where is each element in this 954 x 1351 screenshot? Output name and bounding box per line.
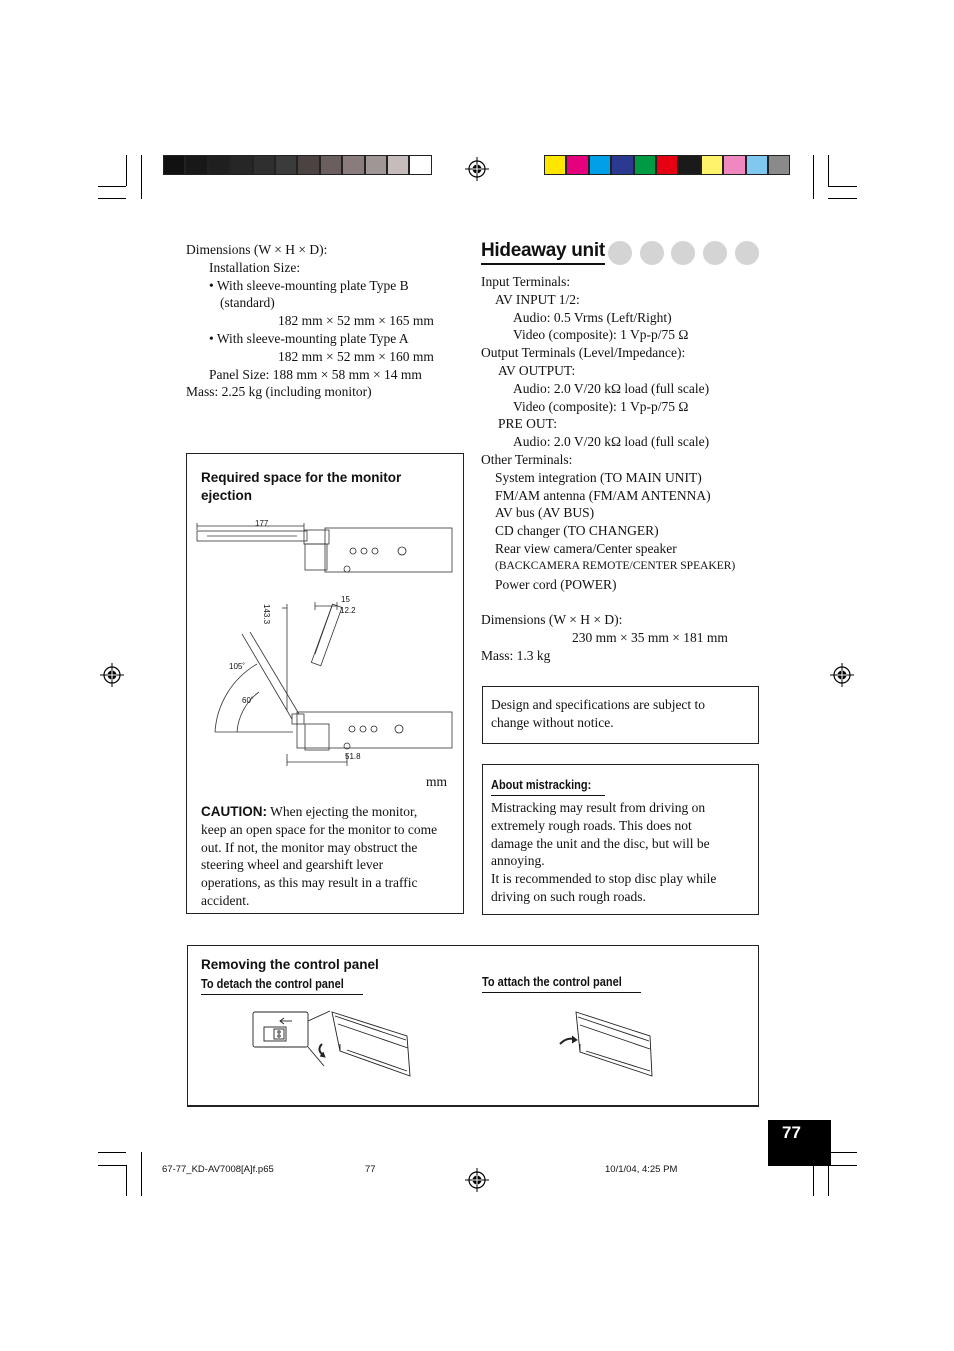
detach-heading: To detach the control panel xyxy=(201,975,363,995)
gray-swatch xyxy=(185,155,207,175)
color-swatch xyxy=(589,155,611,175)
registration-target-icon xyxy=(100,663,124,687)
color-swatch xyxy=(701,155,723,175)
control-panel-box xyxy=(187,945,759,1107)
page-number: 77 xyxy=(782,1123,801,1142)
spec-line: 182 mm × 52 mm × 160 mm xyxy=(278,348,434,364)
angle-105-label: 105˚ xyxy=(229,662,246,671)
notice-text: Design and specifications are subject to change without notice. xyxy=(491,697,706,730)
color-swatch xyxy=(566,155,588,175)
footer-filename: 67-77_KD-AV7008[A]f.p65 xyxy=(162,1164,274,1175)
mistracking-text: Mistracking may result from driving on extremely rough roads. This does not damage the unit and the disc, but will be annoying. It is recommended to stop disc play while driving on such rough roads. xyxy=(491,800,717,904)
spec-line: (standard) xyxy=(220,295,275,311)
control-panel-title: Removing the control panel xyxy=(201,957,379,972)
main-unit-specs xyxy=(186,241,456,401)
gray-swatch xyxy=(163,155,185,175)
gray-swatch xyxy=(208,155,230,175)
registration-target-icon xyxy=(830,663,854,687)
caution-label: CAUTION: xyxy=(201,804,267,819)
spec-line: Dimensions (W × H × D): xyxy=(186,242,328,257)
gray-swatch xyxy=(409,155,431,175)
spec-line: Panel Size: 188 mm × 58 mm × 14 mm xyxy=(209,366,422,382)
spec-line: Installation Size: xyxy=(209,259,301,275)
gray-swatch xyxy=(253,155,275,175)
color-swatch xyxy=(611,155,633,175)
color-swatch xyxy=(656,155,678,175)
attach-heading: To attach the control panel xyxy=(482,973,641,993)
dim-143-label: 143.3 xyxy=(262,604,271,625)
gray-swatch xyxy=(320,155,342,175)
page-number-tab xyxy=(768,1120,831,1166)
gray-swatch xyxy=(387,155,409,175)
dim-12-label: 12.2 xyxy=(340,606,356,615)
detach-panel-illustration xyxy=(252,1006,422,1086)
color-swatch xyxy=(678,155,700,175)
angle-60-label: 60˚ xyxy=(242,696,254,705)
attach-panel-illustration xyxy=(558,1008,658,1088)
gray-swatch xyxy=(297,155,319,175)
color-swatch xyxy=(746,155,768,175)
registration-target-icon xyxy=(465,157,489,181)
footer-page: 77 xyxy=(365,1164,376,1175)
registration-target-icon xyxy=(465,1168,489,1192)
color-swatch xyxy=(544,155,566,175)
dim-51-label: 51.8 xyxy=(345,752,361,761)
gray-swatch xyxy=(342,155,364,175)
monitor-ejection-diagram xyxy=(187,514,463,774)
dim-15-label: 15 xyxy=(341,595,350,604)
notice-box xyxy=(482,686,759,744)
gray-swatch xyxy=(275,155,297,175)
spec-line: Mass: 2.25 kg (including monitor) xyxy=(186,384,372,400)
gray-swatch xyxy=(365,155,387,175)
mistracking-title: About mistracking: xyxy=(491,776,605,796)
color-swatch xyxy=(723,155,745,175)
hideaway-heading: Hideaway unit xyxy=(481,240,605,265)
footer-date: 10/1/04, 4:25 PM xyxy=(605,1164,678,1175)
spec-line: • With sleeve-mounting plate Type A xyxy=(209,330,409,346)
color-swatch xyxy=(768,155,790,175)
ejection-title: Required space for the monitor ejection xyxy=(201,470,402,503)
color-swatch xyxy=(634,155,656,175)
spec-line: 182 mm × 52 mm × 165 mm xyxy=(278,313,434,329)
caution-text: CAUTION: When ejecting the monitor, keep an open space for the monitor to come out. If not, the monitor may obstruct the steering wheel and gearshift lever operations, as this may result in a traffic accident. xyxy=(201,804,438,908)
unit-label: mm xyxy=(426,774,448,789)
ejection-space-box xyxy=(186,453,464,914)
hideaway-specs: Input Terminals: AV INPUT 1/2: Audio: 0.5 Vrms (Left/Right) Video (composite): 1 Vp-p/75 Ω Output Terminals (Level/Impedance): AV OUTPUT: Audio: 2.0 V/20 kΩ load (full scale) Video (composite): 1 Vp-p/75 Ω PRE OUT: Audio: 2.0 V/20 kΩ load (full scale) Other Terminals: System integration (TO MAIN UNIT) FM/AM antenna (FM/AM ANTENNA) AV bus (AV BUS) CD changer (TO CHANGER) Rear view camera/Center speaker (BACKCAMERA REMOTE/CENTER SPEAKER) Power cord (POWER) Dimensions (W × H × D): 230 mm × 35 mm × 181 mm Mass: 1.3 kg xyxy=(481,274,736,663)
gray-swatch xyxy=(230,155,252,175)
mistracking-box xyxy=(482,764,759,915)
spec-line: • With sleeve-mounting plate Type B xyxy=(209,277,409,293)
dim-177-label: 177 xyxy=(255,519,269,528)
